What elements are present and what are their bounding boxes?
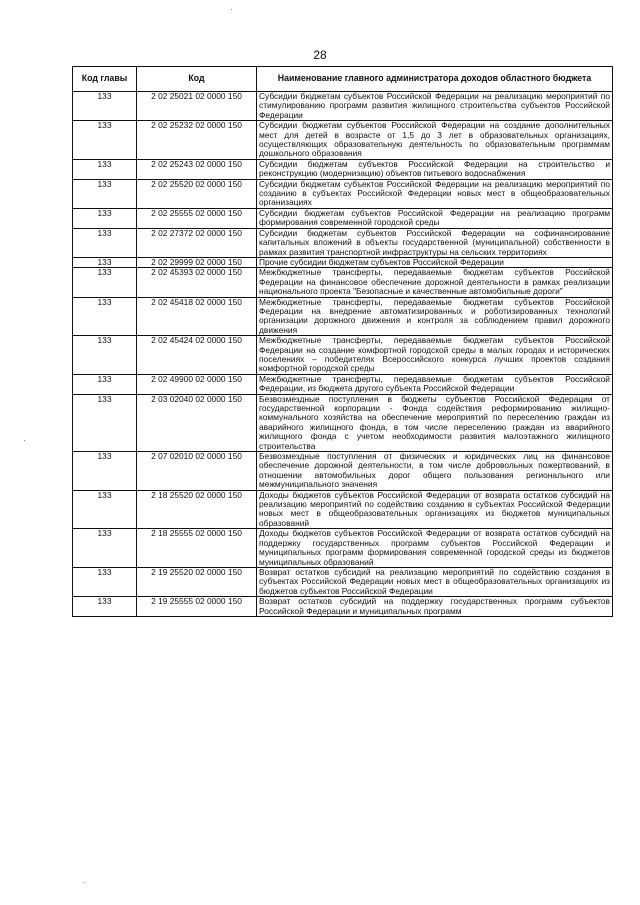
administrator-name-cell: Субсидии бюджетам субъектов Российской Федерации на реализацию программ формирования современной городской среды: [257, 208, 613, 228]
administrator-name-cell: Субсидии бюджетам субъектов Российской Федерации на строительство и реконструкцию (модернизацию) объектов питьевого водоснабжения: [257, 159, 613, 179]
administrator-name-cell: Возврат остатков субсидий на поддержку государственных программ субъектов Российской Федерации и муниципальных программ: [257, 597, 613, 617]
chapter-code-cell: 133: [73, 268, 137, 297]
table-body: [73, 92, 613, 617]
chapter-code-cell: 133: [73, 452, 137, 491]
code-cell: 2 02 27372 02 0000 150: [137, 228, 257, 257]
code-cell: 2 02 25555 02 0000 150: [137, 208, 257, 228]
table-row: [73, 159, 613, 179]
chapter-code-cell: 133: [73, 208, 137, 228]
chapter-code-cell: 133: [73, 179, 137, 208]
administrator-name-cell: Возврат остатков субсидий на реализацию мероприятий по содействию создания в субъектах Российской Федерации новых мест в общеобразовательных организациях из бюджетов субъектов Российской Федерации: [257, 567, 613, 596]
administrator-name-cell: Прочие субсидии бюджетам субъектов Российской Федерации: [257, 257, 613, 267]
code-cell: 2 02 25021 02 0000 150: [137, 92, 257, 121]
table-row: [73, 268, 613, 297]
code-cell: 2 02 25243 02 0000 150: [137, 159, 257, 179]
code-cell: 2 07 02010 02 0000 150: [137, 452, 257, 491]
chapter-code-cell: 133: [73, 529, 137, 568]
chapter-code-cell: 133: [73, 159, 137, 179]
code-cell: 2 03 02040 02 0000 150: [137, 394, 257, 451]
chapter-code-cell: 133: [73, 490, 137, 529]
code-cell: 2 18 25520 02 0000 150: [137, 490, 257, 529]
revenue-administrators-table: [72, 66, 613, 617]
chapter-code-cell: 133: [73, 228, 137, 257]
chapter-code-cell: 133: [73, 257, 137, 267]
code-cell: 2 02 45424 02 0000 150: [137, 336, 257, 375]
table-row: [73, 257, 613, 267]
code-cell: 2 02 45393 02 0000 150: [137, 268, 257, 297]
table-row: [73, 490, 613, 529]
table-row: [73, 452, 613, 491]
table-row: [73, 297, 613, 336]
administrator-name-cell: Доходы бюджетов субъектов Российской Федерации от возврата остатков субсидий на поддержку государственных программ субъектов Российской Федерации и муниципальных программ формирования современной городской среды из бюджетов муниципальных образований: [257, 529, 613, 568]
administrator-name-cell: Субсидии бюджетам субъектов Российской Федерации на реализацию мероприятий по стимулированию программ развития жилищного строительства субъектов Российской Федерации: [257, 92, 613, 121]
table-row: [73, 208, 613, 228]
administrator-name-cell: Субсидии бюджетам субъектов Российской Федерации на софинансирование капитальных вложений в объекты государственной (муниципальной) собственности в рамках развития транспортной инфраструктуры на сельских территориях: [257, 228, 613, 257]
administrator-name-cell: Межбюджетные трансферты, передаваемые бюджетам субъектов Российской Федерации на финансовое обеспечение дорожной деятельности в рамках реализации национального проекта "Безопасные и качественные автомобильные дороги": [257, 268, 613, 297]
table-row: [73, 394, 613, 451]
administrator-name-cell: Безвозмездные поступления в бюджеты субъектов Российской Федерации от государственной корпорации - Фонда содействия реформированию жилищно-коммунального хозяйства на обеспечение мероприятий по переселению граждан из аварийного жилищного фонда, в том числе переселению граждан из аварийного жилищного фонда с учетом необходимости развития малоэтажного жилищного строительства: [257, 394, 613, 451]
column-header-code: Код: [137, 67, 257, 92]
table-row: [73, 374, 613, 394]
chapter-code-cell: 133: [73, 394, 137, 451]
table-row: [73, 567, 613, 596]
chapter-code-cell: 133: [73, 92, 137, 121]
code-cell: 2 02 49900 02 0000 150: [137, 374, 257, 394]
table-row: [73, 121, 613, 160]
code-cell: 2 02 25232 02 0000 150: [137, 121, 257, 160]
chapter-code-cell: 133: [73, 597, 137, 617]
table-row: [73, 92, 613, 121]
page-number: 28: [313, 48, 327, 62]
administrator-name-cell: Доходы бюджетов субъектов Российской Федерации от возврата остатков субсидий на реализацию мероприятий по содействию созданию в субъектах Российской Федерации новых мест в общеобразовательных организациях из бюджетов муниципальных образований: [257, 490, 613, 529]
table-row: [73, 179, 613, 208]
administrator-name-cell: Межбюджетные трансферты, передаваемые бюджетам субъектов Российской Федерации на создание комфортной городской среды в малых городах и исторических поселениях – победителях Всероссийского конкурса лучших проектов создания комфортной городской среды: [257, 336, 613, 375]
scan-speck: [24, 440, 25, 441]
code-cell: 2 19 25555 02 0000 150: [137, 597, 257, 617]
table-header-row: [73, 67, 613, 92]
scan-speck: [84, 882, 85, 883]
code-cell: 2 02 29999 02 0000 150: [137, 257, 257, 267]
administrator-name-cell: Субсидии бюджетам субъектов Российской Федерации на реализацию мероприятий по созданию в субъектах Российской Федерации новых мест в общеобразовательных организациях: [257, 179, 613, 208]
table-row: [73, 228, 613, 257]
chapter-code-cell: 133: [73, 297, 137, 336]
scan-speck: [231, 9, 232, 10]
administrator-name-cell: Субсидии бюджетам субъектов Российской Федерации на создание дополнительных мест для детей в возрасте от 1,5 до 3 лет в образовательных организациях, осуществляющих образовательную деятельность по образовательным программам дошкольного образования: [257, 121, 613, 160]
table-row: [73, 336, 613, 375]
column-header-chapter-code: Код главы: [73, 67, 137, 92]
code-cell: 2 02 25520 02 0000 150: [137, 179, 257, 208]
code-cell: 2 02 45418 02 0000 150: [137, 297, 257, 336]
chapter-code-cell: 133: [73, 121, 137, 160]
code-cell: 2 19 25520 02 0000 150: [137, 567, 257, 596]
chapter-code-cell: 133: [73, 374, 137, 394]
administrator-name-cell: Безвозмездные поступления от физических и юридических лиц на финансовое обеспечение дорожной деятельности, в том числе добровольных пожертвований, в отношении автомобильных дорог общего пользования регионального или межмуниципального значения: [257, 452, 613, 491]
table-row: [73, 597, 613, 617]
column-header-administrator-name: Наименование главного администратора доходов областного бюджета: [257, 67, 613, 92]
chapter-code-cell: 133: [73, 336, 137, 375]
chapter-code-cell: 133: [73, 567, 137, 596]
administrator-name-cell: Межбюджетные трансферты, передаваемые бюджетам субъектов Российской Федерации, из бюджета другого субъекта Российской Федерации: [257, 374, 613, 394]
table-row: [73, 529, 613, 568]
administrator-name-cell: Межбюджетные трансферты, передаваемые бюджетам субъектов Российской Федерации на внедрение автоматизированных и роботизированных технологий организации дорожного движения и контроля за соблюдением правил дорожного движения: [257, 297, 613, 336]
code-cell: 2 18 25555 02 0000 150: [137, 529, 257, 568]
